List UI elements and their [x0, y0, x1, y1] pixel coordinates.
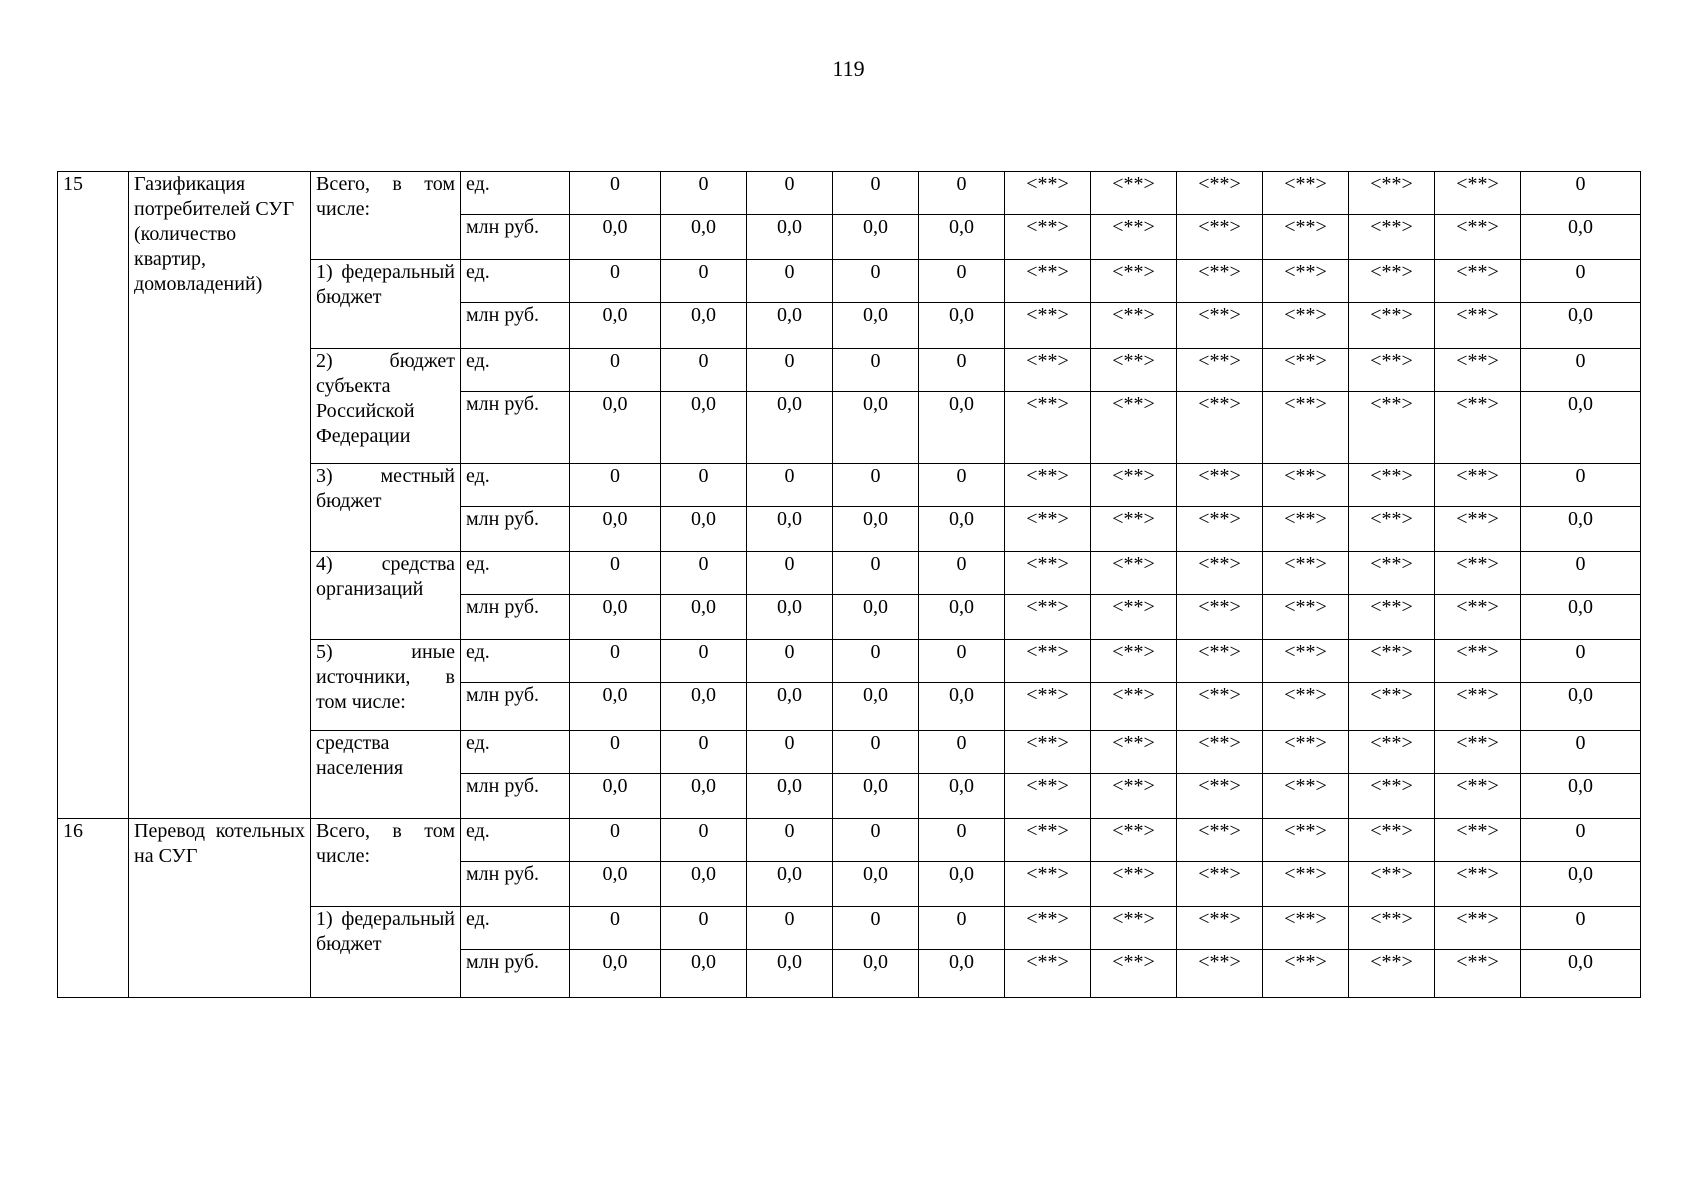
value-cell: 0,0: [570, 683, 661, 731]
unit-of-measure: млн руб.: [461, 303, 570, 349]
value-cell: 0: [570, 260, 661, 303]
value-cell: <**>: [1177, 392, 1263, 464]
funding-source: 5) иные источники, в том числе:: [311, 640, 461, 731]
value-cell: <**>: [1005, 507, 1091, 552]
value-cell: 0,0: [570, 392, 661, 464]
value-cell: <**>: [1349, 774, 1435, 819]
value-cell: 0: [747, 819, 833, 862]
value-cell: 0: [919, 260, 1005, 303]
value-cell: <**>: [1263, 683, 1349, 731]
value-cell: <**>: [1435, 595, 1521, 640]
value-cell: <**>: [1349, 303, 1435, 349]
value-cell: 0,0: [747, 215, 833, 260]
value-cell: 0: [919, 819, 1005, 862]
value-cell: <**>: [1177, 215, 1263, 260]
value-cell: 0: [1521, 349, 1641, 392]
unit-of-measure: ед.: [461, 349, 570, 392]
value-cell: <**>: [1005, 862, 1091, 907]
value-cell: 0: [1521, 819, 1641, 862]
value-cell: 0,0: [570, 303, 661, 349]
value-cell: <**>: [1091, 640, 1177, 683]
value-cell: 0,0: [1521, 392, 1641, 464]
value-cell: 0: [833, 907, 919, 950]
value-cell: 0: [661, 552, 747, 595]
value-cell: <**>: [1177, 774, 1263, 819]
value-cell: <**>: [1177, 595, 1263, 640]
value-cell: <**>: [1435, 731, 1521, 774]
value-cell: 0,0: [570, 950, 661, 998]
value-cell: 0,0: [661, 774, 747, 819]
value-cell: <**>: [1263, 862, 1349, 907]
unit-of-measure: млн руб.: [461, 392, 570, 464]
value-cell: <**>: [1263, 552, 1349, 595]
value-cell: <**>: [1091, 172, 1177, 215]
value-cell: <**>: [1091, 595, 1177, 640]
value-cell: <**>: [1263, 774, 1349, 819]
value-cell: <**>: [1005, 731, 1091, 774]
value-cell: <**>: [1263, 215, 1349, 260]
value-cell: 0: [570, 819, 661, 862]
table-row: [58, 819, 1641, 862]
value-cell: <**>: [1435, 392, 1521, 464]
value-cell: <**>: [1435, 907, 1521, 950]
value-cell: 0,0: [661, 507, 747, 552]
value-cell: <**>: [1177, 303, 1263, 349]
value-cell: 0,0: [833, 507, 919, 552]
value-cell: 0,0: [919, 595, 1005, 640]
value-cell: 0: [661, 640, 747, 683]
value-cell: <**>: [1435, 172, 1521, 215]
value-cell: <**>: [1005, 950, 1091, 998]
value-cell: 0,0: [747, 683, 833, 731]
value-cell: 0,0: [919, 950, 1005, 998]
value-cell: 0,0: [661, 215, 747, 260]
table-row: [58, 172, 1641, 215]
value-cell: <**>: [1091, 819, 1177, 862]
value-cell: 0,0: [833, 862, 919, 907]
value-cell: <**>: [1091, 907, 1177, 950]
value-cell: 0,0: [1521, 862, 1641, 907]
unit-of-measure: ед.: [461, 819, 570, 862]
value-cell: <**>: [1435, 950, 1521, 998]
value-cell: 0: [747, 907, 833, 950]
value-cell: 0: [747, 552, 833, 595]
value-cell: <**>: [1263, 303, 1349, 349]
value-cell: 0: [570, 349, 661, 392]
value-cell: <**>: [1091, 392, 1177, 464]
value-cell: 0: [661, 907, 747, 950]
value-cell: 0,0: [747, 392, 833, 464]
value-cell: <**>: [1091, 260, 1177, 303]
unit-of-measure: ед.: [461, 907, 570, 950]
value-cell: 0,0: [833, 683, 919, 731]
value-cell: <**>: [1435, 464, 1521, 507]
unit-of-measure: ед.: [461, 552, 570, 595]
funding-source: 4) средства организаций: [311, 552, 461, 640]
event-name: Газификация потребителей СУГ (количество квартир, домовладений): [129, 172, 311, 819]
page-number: 119: [832, 56, 865, 81]
value-cell: 0: [570, 552, 661, 595]
value-cell: <**>: [1263, 172, 1349, 215]
value-cell: 0: [570, 731, 661, 774]
value-cell: <**>: [1349, 950, 1435, 998]
value-cell: 0: [919, 907, 1005, 950]
value-cell: <**>: [1177, 907, 1263, 950]
value-cell: <**>: [1435, 640, 1521, 683]
value-cell: <**>: [1091, 731, 1177, 774]
value-cell: <**>: [1005, 552, 1091, 595]
value-cell: 0,0: [919, 507, 1005, 552]
value-cell: 0: [747, 640, 833, 683]
value-cell: 0: [661, 464, 747, 507]
value-cell: <**>: [1005, 464, 1091, 507]
value-cell: <**>: [1263, 595, 1349, 640]
unit-of-measure: ед.: [461, 464, 570, 507]
value-cell: <**>: [1091, 215, 1177, 260]
value-cell: 0: [661, 819, 747, 862]
funding-source: Всего, в том числе:: [311, 819, 461, 907]
value-cell: 0,0: [1521, 215, 1641, 260]
value-cell: 0,0: [747, 595, 833, 640]
value-cell: <**>: [1091, 507, 1177, 552]
value-cell: 0: [747, 260, 833, 303]
value-cell: <**>: [1263, 731, 1349, 774]
funding-source: средства населения: [311, 731, 461, 819]
funding-source: 1) федеральный бюджет: [311, 260, 461, 349]
unit-of-measure: ед.: [461, 260, 570, 303]
value-cell: 0: [1521, 907, 1641, 950]
value-cell: 0,0: [919, 862, 1005, 907]
value-cell: <**>: [1349, 392, 1435, 464]
value-cell: 0,0: [661, 862, 747, 907]
value-cell: <**>: [1005, 595, 1091, 640]
value-cell: 0: [919, 349, 1005, 392]
value-cell: 0,0: [661, 303, 747, 349]
unit-of-measure: млн руб.: [461, 774, 570, 819]
value-cell: 0: [747, 349, 833, 392]
value-cell: 0,0: [919, 683, 1005, 731]
value-cell: 0: [747, 464, 833, 507]
value-cell: <**>: [1091, 464, 1177, 507]
value-cell: <**>: [1177, 260, 1263, 303]
value-cell: 0: [833, 260, 919, 303]
value-cell: <**>: [1349, 172, 1435, 215]
value-cell: <**>: [1005, 819, 1091, 862]
value-cell: 0: [919, 731, 1005, 774]
value-cell: 0: [1521, 464, 1641, 507]
value-cell: <**>: [1091, 552, 1177, 595]
value-cell: 0,0: [570, 862, 661, 907]
value-cell: <**>: [1005, 907, 1091, 950]
value-cell: <**>: [1435, 683, 1521, 731]
value-cell: 0,0: [747, 950, 833, 998]
value-cell: 0,0: [833, 950, 919, 998]
value-cell: <**>: [1263, 260, 1349, 303]
value-cell: 0: [919, 552, 1005, 595]
value-cell: 0: [919, 640, 1005, 683]
value-cell: 0: [1521, 731, 1641, 774]
value-cell: 0: [570, 907, 661, 950]
value-cell: <**>: [1435, 552, 1521, 595]
value-cell: <**>: [1435, 215, 1521, 260]
value-cell: <**>: [1263, 819, 1349, 862]
value-cell: <**>: [1005, 683, 1091, 731]
value-cell: 0,0: [833, 392, 919, 464]
value-cell: <**>: [1091, 349, 1177, 392]
unit-of-measure: ед.: [461, 172, 570, 215]
unit-of-measure: млн руб.: [461, 595, 570, 640]
value-cell: 0: [833, 640, 919, 683]
value-cell: <**>: [1263, 392, 1349, 464]
value-cell: 0,0: [661, 392, 747, 464]
value-cell: 0: [1521, 552, 1641, 595]
value-cell: 0: [833, 552, 919, 595]
value-cell: <**>: [1177, 640, 1263, 683]
value-cell: 0,0: [1521, 774, 1641, 819]
value-cell: <**>: [1263, 950, 1349, 998]
value-cell: <**>: [1091, 774, 1177, 819]
value-cell: 0: [833, 464, 919, 507]
value-cell: <**>: [1263, 640, 1349, 683]
value-cell: <**>: [1435, 507, 1521, 552]
funding-source: 2) бюджет субъекта Российской Федерации: [311, 349, 461, 464]
value-cell: 0: [661, 731, 747, 774]
value-cell: <**>: [1177, 862, 1263, 907]
value-cell: 0,0: [833, 774, 919, 819]
value-cell: <**>: [1005, 640, 1091, 683]
value-cell: 0: [570, 464, 661, 507]
value-cell: <**>: [1435, 819, 1521, 862]
unit-of-measure: млн руб.: [461, 950, 570, 998]
value-cell: <**>: [1177, 950, 1263, 998]
value-cell: <**>: [1349, 552, 1435, 595]
value-cell: 0: [1521, 640, 1641, 683]
value-cell: 0,0: [1521, 303, 1641, 349]
financing-table: [57, 171, 1641, 998]
value-cell: <**>: [1177, 731, 1263, 774]
value-cell: <**>: [1435, 303, 1521, 349]
value-cell: <**>: [1263, 464, 1349, 507]
value-cell: <**>: [1263, 349, 1349, 392]
value-cell: <**>: [1005, 392, 1091, 464]
value-cell: 0: [661, 349, 747, 392]
value-cell: 0,0: [661, 683, 747, 731]
value-cell: <**>: [1349, 215, 1435, 260]
value-cell: <**>: [1091, 683, 1177, 731]
value-cell: 0,0: [747, 862, 833, 907]
value-cell: 0,0: [1521, 950, 1641, 998]
unit-of-measure: млн руб.: [461, 215, 570, 260]
value-cell: <**>: [1091, 950, 1177, 998]
value-cell: <**>: [1435, 862, 1521, 907]
unit-of-measure: ед.: [461, 731, 570, 774]
value-cell: 0,0: [919, 215, 1005, 260]
value-cell: <**>: [1349, 349, 1435, 392]
unit-of-measure: млн руб.: [461, 507, 570, 552]
value-cell: 0,0: [919, 774, 1005, 819]
unit-of-measure: ед.: [461, 640, 570, 683]
value-cell: 0,0: [1521, 683, 1641, 731]
value-cell: 0,0: [833, 303, 919, 349]
funding-source: 3) местный бюджет: [311, 464, 461, 552]
value-cell: <**>: [1263, 507, 1349, 552]
value-cell: <**>: [1349, 640, 1435, 683]
value-cell: <**>: [1435, 774, 1521, 819]
value-cell: 0,0: [833, 215, 919, 260]
value-cell: <**>: [1005, 172, 1091, 215]
value-cell: <**>: [1263, 907, 1349, 950]
value-cell: 0,0: [661, 950, 747, 998]
value-cell: 0: [919, 464, 1005, 507]
value-cell: <**>: [1177, 507, 1263, 552]
value-cell: <**>: [1091, 862, 1177, 907]
value-cell: <**>: [1177, 349, 1263, 392]
value-cell: <**>: [1005, 303, 1091, 349]
value-cell: 0: [570, 640, 661, 683]
value-cell: 0,0: [1521, 595, 1641, 640]
value-cell: 0: [833, 172, 919, 215]
value-cell: 0,0: [1521, 507, 1641, 552]
value-cell: <**>: [1177, 464, 1263, 507]
value-cell: <**>: [1435, 260, 1521, 303]
value-cell: 0,0: [570, 595, 661, 640]
value-cell: 0: [747, 731, 833, 774]
value-cell: <**>: [1349, 595, 1435, 640]
value-cell: 0,0: [747, 303, 833, 349]
value-cell: 0: [833, 731, 919, 774]
funding-source: Всего, в том числе:: [311, 172, 461, 260]
value-cell: 0,0: [747, 774, 833, 819]
value-cell: <**>: [1349, 260, 1435, 303]
value-cell: <**>: [1091, 303, 1177, 349]
value-cell: 0: [747, 172, 833, 215]
value-cell: 0: [1521, 172, 1641, 215]
row-number: 15: [58, 172, 129, 819]
value-cell: 0: [661, 172, 747, 215]
value-cell: <**>: [1005, 774, 1091, 819]
value-cell: <**>: [1177, 819, 1263, 862]
value-cell: <**>: [1005, 215, 1091, 260]
value-cell: 0: [661, 260, 747, 303]
value-cell: <**>: [1349, 464, 1435, 507]
value-cell: 0,0: [570, 215, 661, 260]
value-cell: 0,0: [919, 303, 1005, 349]
value-cell: <**>: [1349, 862, 1435, 907]
row-number: 16: [58, 819, 129, 998]
value-cell: 0,0: [570, 507, 661, 552]
event-name: Перевод котельных на СУГ: [129, 819, 311, 998]
value-cell: 0: [833, 819, 919, 862]
value-cell: <**>: [1349, 907, 1435, 950]
value-cell: <**>: [1005, 349, 1091, 392]
unit-of-measure: млн руб.: [461, 862, 570, 907]
value-cell: 0,0: [833, 595, 919, 640]
value-cell: <**>: [1005, 260, 1091, 303]
value-cell: 0: [833, 349, 919, 392]
unit-of-measure: млн руб.: [461, 683, 570, 731]
value-cell: 0: [570, 172, 661, 215]
value-cell: <**>: [1349, 507, 1435, 552]
value-cell: 0: [1521, 260, 1641, 303]
value-cell: 0,0: [570, 774, 661, 819]
value-cell: 0: [919, 172, 1005, 215]
value-cell: <**>: [1349, 683, 1435, 731]
funding-source: 1) федеральный бюджет: [311, 907, 461, 998]
value-cell: <**>: [1349, 731, 1435, 774]
value-cell: <**>: [1177, 172, 1263, 215]
value-cell: <**>: [1435, 349, 1521, 392]
value-cell: 0,0: [661, 595, 747, 640]
value-cell: <**>: [1177, 683, 1263, 731]
value-cell: <**>: [1349, 819, 1435, 862]
value-cell: 0,0: [747, 507, 833, 552]
value-cell: 0,0: [919, 392, 1005, 464]
value-cell: <**>: [1177, 552, 1263, 595]
